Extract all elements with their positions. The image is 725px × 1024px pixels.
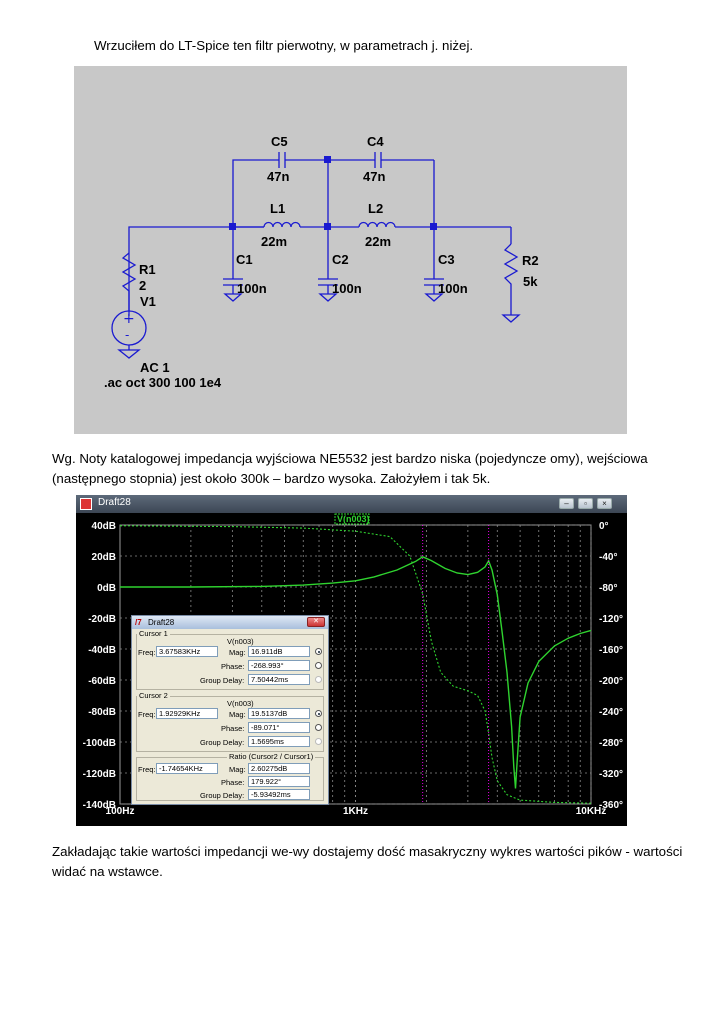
intro-paragraph: Wrzuciłem do LT-Spice ten filtr pierwotny, w parametrach j. niżej. <box>94 38 474 53</box>
r1-name: R1 <box>139 262 156 277</box>
cursor2-trace: V(n003) <box>227 699 254 708</box>
cursor1-label: Cursor 1 <box>139 629 168 638</box>
l2-value: 22m <box>365 234 392 249</box>
x-tick: 10KHz <box>575 806 607 817</box>
cursor2-mag-field[interactable]: 19.5137dB <box>248 708 310 719</box>
c4-name: C4 <box>367 134 384 149</box>
ratio-label: Ratio (Cursor2 / Cursor1) <box>229 752 314 761</box>
ratio-gd-label: Group Delay: <box>200 791 245 800</box>
cursor2-gd-field[interactable]: 1.5695ms <box>248 736 310 747</box>
y-left-tick: -20dB <box>88 614 116 625</box>
y-left-tick: -120dB <box>82 769 116 780</box>
c3-name: C3 <box>438 252 455 267</box>
plot-window <box>76 495 627 826</box>
r1-value: 2 <box>139 278 147 293</box>
plot-title: Draft28 <box>98 497 131 508</box>
cursor2-gd-label: Group Delay: <box>200 738 245 747</box>
dialog-titlebar[interactable] <box>132 616 328 629</box>
cursor2-mag-radio[interactable] <box>315 710 322 717</box>
y-left-tick: -140dB <box>82 800 116 811</box>
cursor1-gd-field[interactable]: 7.50442ms <box>248 674 310 685</box>
cursor1-phase-label: Phase: <box>221 662 245 671</box>
y-left-tick: 0dB <box>97 583 116 594</box>
ratio-phase-field[interactable]: 179.922° <box>248 776 310 787</box>
dialog-close-button[interactable]: ✕ <box>307 617 325 627</box>
c2-name: C2 <box>332 252 349 267</box>
y-left-tick: -80dB <box>88 707 116 718</box>
paragraph-conclusion: Zakładając takie wartości impedancji we-wy dostajemy dość masakryczny wykres wartości pików - wartości widać na wstawce. <box>52 844 683 879</box>
cursor2-gd-radio[interactable] <box>315 738 322 745</box>
y-left-tick: -60dB <box>88 676 116 687</box>
y-left-tick: 40dB <box>91 521 116 532</box>
x-tick: 1KHz <box>342 806 369 817</box>
minimize-button[interactable]: – <box>559 498 574 509</box>
cursor2-freq-field[interactable]: 1.92929KHz <box>156 708 218 719</box>
cursor2-freq-label: Freq: <box>138 710 156 719</box>
c1-name: C1 <box>236 252 253 267</box>
cursor1-trace: V(n003) <box>227 637 254 646</box>
trace-label[interactable]: V(n003) <box>337 514 370 524</box>
close-button[interactable]: × <box>597 498 612 509</box>
cursor2-phase-field[interactable]: -89.071° <box>248 722 310 733</box>
svg-text:+: + <box>123 311 135 327</box>
c2-value: 100n <box>332 281 362 296</box>
cursor-dialog <box>131 615 329 805</box>
r2-name: R2 <box>522 253 539 268</box>
cursor2-mag-label: Mag: <box>229 710 246 719</box>
y-left-tick: -100dB <box>82 738 116 749</box>
cursor1-gd-label: Group Delay: <box>200 676 245 685</box>
cursor1-mag-radio[interactable] <box>315 648 322 655</box>
ratio-freq-field[interactable]: -1.74654KHz <box>156 763 218 774</box>
ratio-mag-label: Mag: <box>229 765 246 774</box>
ratio-phase-label: Phase: <box>221 778 245 787</box>
cursor1-phase-field[interactable]: -268.993° <box>248 660 310 671</box>
ratio-freq-label: Freq: <box>138 765 156 774</box>
c4-value: 47n <box>363 169 386 184</box>
spice-directive: .ac oct 300 100 1e4 <box>104 375 222 390</box>
plot-titlebar[interactable] <box>76 495 627 513</box>
cursor2-phase-label: Phase: <box>221 724 245 733</box>
y-right-tick: -120° <box>599 614 624 625</box>
y-right-tick: -80° <box>599 583 618 594</box>
cursor1-gd-radio[interactable] <box>315 676 322 683</box>
dialog-title: Draft28 <box>148 618 175 627</box>
c1-value: 100n <box>237 281 267 296</box>
y-right-tick: -200° <box>599 676 624 687</box>
ratio-mag-field[interactable]: 2.60275dB <box>248 763 310 774</box>
ratio-gd-field[interactable]: -5.93492ms <box>248 789 310 800</box>
cursor2-phase-radio[interactable] <box>315 724 322 731</box>
l1-value: 22m <box>261 234 288 249</box>
schematic-image <box>74 66 627 434</box>
ltspice-icon: /7 <box>135 618 142 627</box>
y-right-tick: -240° <box>599 707 624 718</box>
y-right-tick: -280° <box>599 738 624 749</box>
c5-name: C5 <box>271 134 288 149</box>
c3-value: 100n <box>438 281 468 296</box>
cursor1-mag-field[interactable]: 16.911dB <box>248 646 310 657</box>
l1-name: L1 <box>270 201 286 216</box>
svg-text:-: - <box>125 328 130 342</box>
paragraph-impedance: Wg. Noty katalogowej impedancja wyjściowa NE5532 jest bardzo niska (pojedyncze omy), wejściowa (następnego stopnia) jest około 300k – bardzo wysoka. Założyłem i tak 5k. <box>52 451 648 486</box>
y-right-tick: 0° <box>599 521 609 532</box>
ltspice-icon <box>80 498 92 510</box>
y-right-tick: -160° <box>599 645 624 656</box>
cursor1-phase-radio[interactable] <box>315 662 322 669</box>
v1-value: AC 1 <box>140 360 170 375</box>
restore-button[interactable]: ▫ <box>578 498 593 509</box>
cursor1-freq-label: Freq: <box>138 648 156 657</box>
y-left-tick: -40dB <box>88 645 116 656</box>
y-right-tick: -360° <box>599 800 624 811</box>
x-tick: 100Hz <box>105 806 135 817</box>
plot-area[interactable] <box>76 513 627 826</box>
y-left-tick: 20dB <box>91 552 116 563</box>
y-right-tick: -320° <box>599 769 624 780</box>
y-right-tick: -40° <box>599 552 618 563</box>
cursor1-mag-label: Mag: <box>229 648 246 657</box>
c5-value: 47n <box>267 169 290 184</box>
v1-name: V1 <box>140 294 156 309</box>
cursor2-label: Cursor 2 <box>139 691 168 700</box>
cursor1-freq-field[interactable]: 3.67583KHz <box>156 646 218 657</box>
r2-value: 5k <box>523 274 538 289</box>
l2-name: L2 <box>368 201 384 216</box>
